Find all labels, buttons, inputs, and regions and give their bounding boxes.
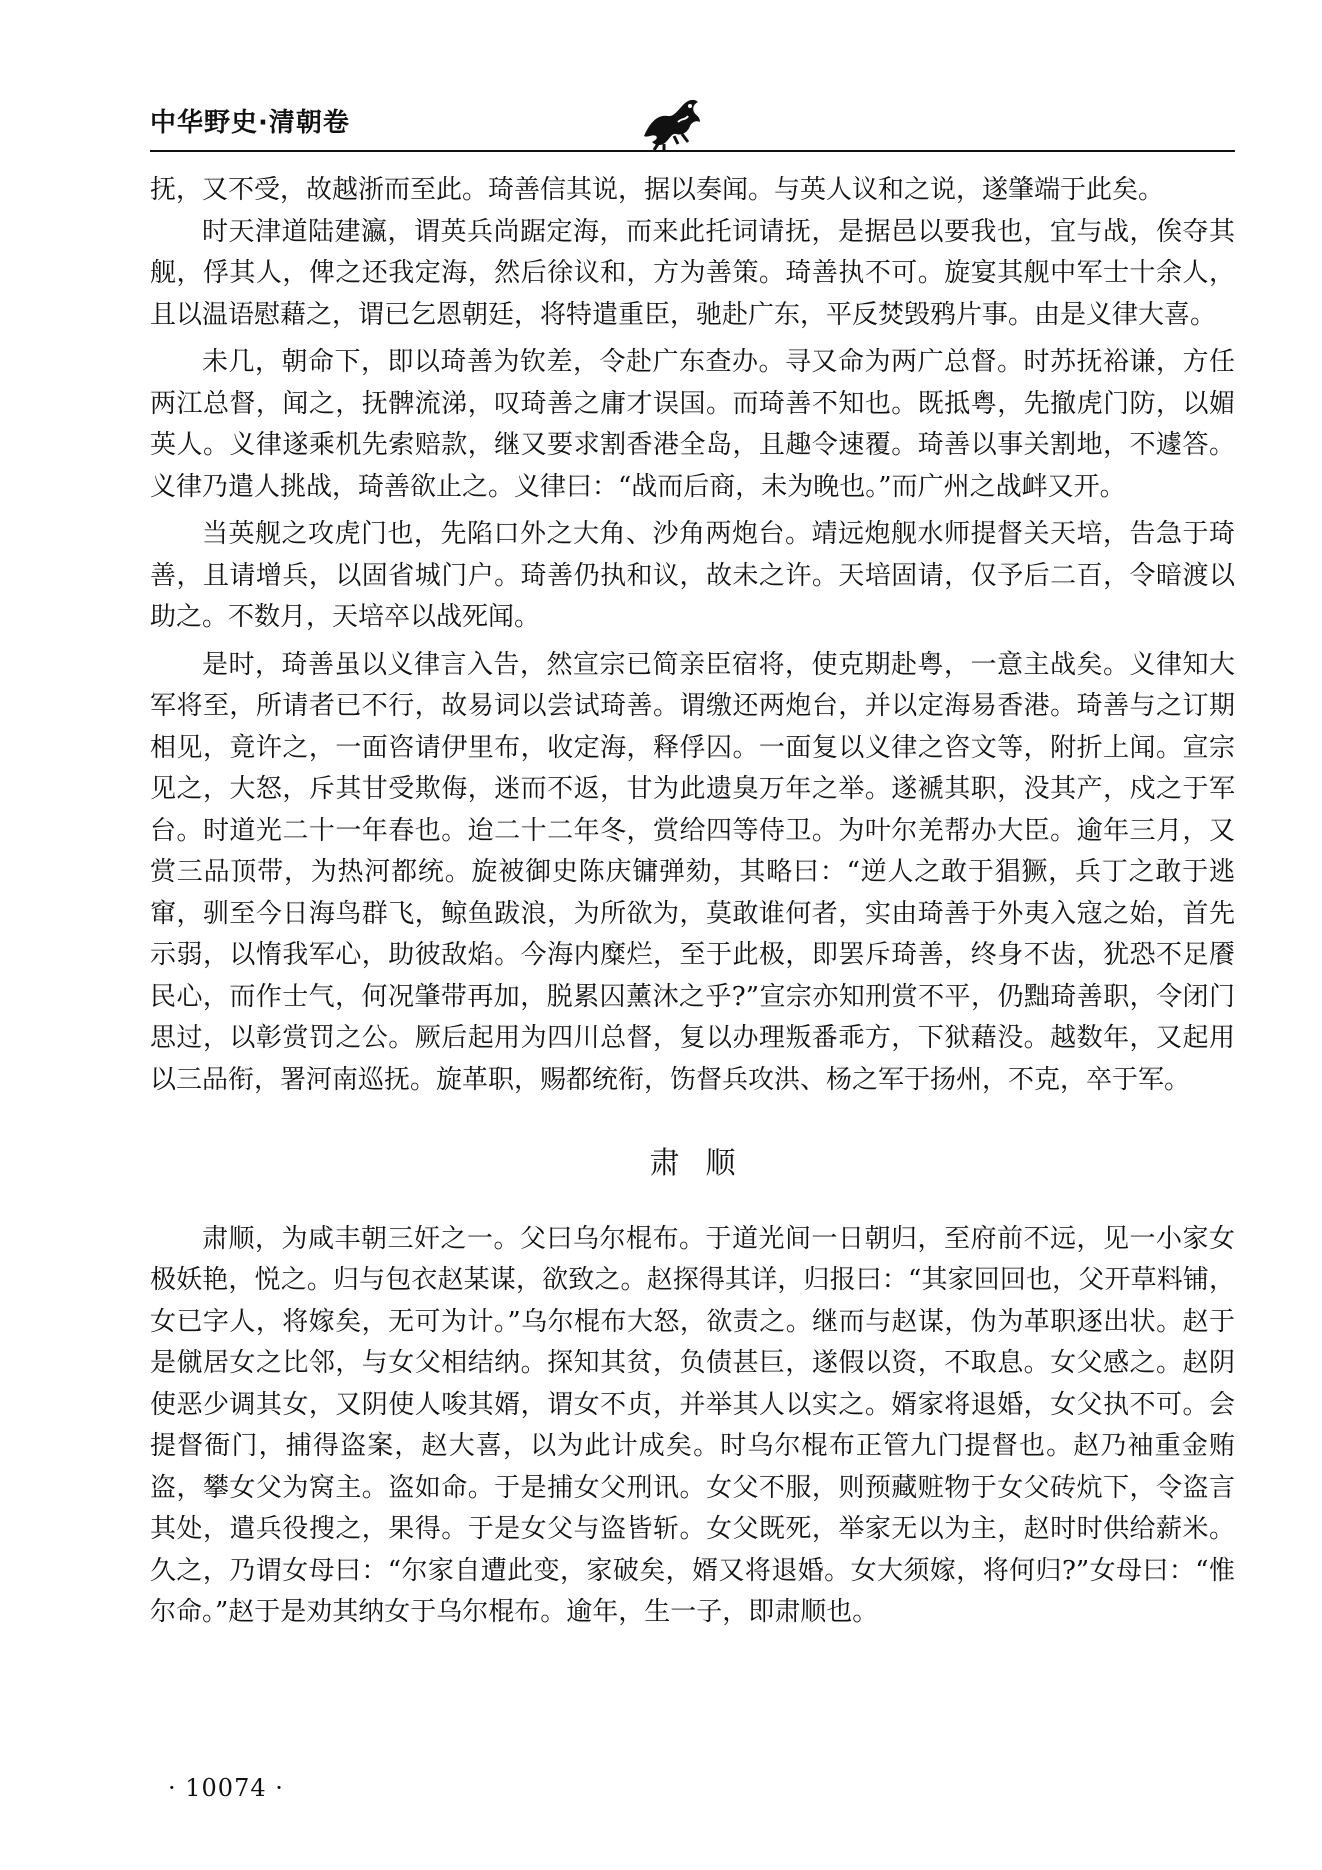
paragraph: 未几，朝命下，即以琦善为钦差，令赴广东查办。寻又命为两广总督。时苏抚裕谦，方任两江总督，闻之，抚髀流涕，叹琦善之庸才误国。而琦善不知也。既抵粤，先撤虎门防，以媚英人。义律遂乘机先索赔款，继又要求割香港全岛，且趣令速覆。琦善以事关割地，不遽答。义律乃遣人挑战，琦善欲止之。义律曰：“战而后商，未为晚也。”而广州之战衅又开。 <box>150 347 1235 502</box>
page-number: · 10074 · <box>168 1774 284 1802</box>
section-title: 肃顺 <box>649 1146 762 1181</box>
paragraph: 是时，琦善虽以义律言入告，然宣宗已简亲臣宿将，使克期赴粤，一意主战矣。义律知大军将至，所请者已不行，故易词以尝试琦善。谓缴还两炮台，并以定海易香港。琦善与之订期相见，竟许之，一面咨请伊里布，收定海，释俘囚。一面复以义律之咨文等，附折上闻。宣宗见之，大怒，斥其甘受欺侮，迷而不返，甘为此遗臭万年之举。遂褫其职，没其产，戍之于军台。时道光二十一年春也。迨二十二年冬，赏给四等侍卫。为叶尔羌帮办大臣。逾年三月，又赏三品顶带，为热河都统。旋被御史陈庆镛弹劾，其略曰：“逆人之敢于猖獗，兵丁之敢于逃窜，驯至今日海鸟群飞，鲸鱼跋浪，为所欲为，莫敢谁何者，实由琦善于外夷入寇之始，首先示弱，以惰我军心，助彼敌焰。今海内糜烂，至于此极，即罢斥琦善，终身不齿，犹恐不足餍民心，而作士气，何况肇带再加，脱累囚薰沐之乎?”宣宗亦知刑赏不平，仍黜琦善职，令闭门思过，以彰赏罚之公。厥后起用为四川总督，复以办理叛番乖方，下狱藉没。越数年，又起用以三品衔，署河南巡抚。旋革职，赐都统衔，饬督兵攻洪、杨之军于扬州，不克，卒于军。 <box>150 649 1235 1095</box>
paragraph: 肃顺，为咸丰朝三奸之一。父曰乌尔棍布。于道光间一日朝归，至府前不远，见一小家女极妖艳，悦之。归与包衣赵某谋，欲致之。赵探得其详，归报曰：“其家回回也，父开草料铺，女已字人，将嫁矣，无可为计。”乌尔棍布大怒，欲责之。继而与赵谋，伪为革职逐出状。赵于是僦居女之比邻，与女父相结纳。探知其贫，负债甚巨，遂假以资，不取息。女父感之。赵阴使恶少调其女，又阴使人唆其婿，谓女不贞，并举其人以实之。婿家将退婚，女父执不可。会提督衙门，捕得盗案，赵大喜，以为此计成矣。时乌尔棍布正管九门提督也。赵乃袖重金贿盗，攀女父为窝主。盗如命。于是捕女父刑讯。女父不服，则预藏赃物于女父砖炕下，令盗言其处，遣兵役搜之，果得。于是女父与盗皆斩。女父既死，举家无以为主，赵时时供给薪米。久之，乃谓女母曰：“尔家自遭此变，家破矣，婿又将退婚。女大须嫁，将何归?”女母曰：“惟尔命。”赵于是劝其纳女于乌尔棍布。逾年，生一子，即肃顺也。 <box>150 1223 1235 1627</box>
paragraph: 当英舰之攻虎门也，先陷口外之大角、沙角两炮台。靖远炮舰水师提督关天培，告急于琦善，且请增兵，以固省城门户。琦善仍执和议，故未之许。天培固请，仅予后二百，令暗渡以助之。不数月，天培卒以战死闻。 <box>150 519 1235 632</box>
paragraph: 抚，又不受，故越浙而至此。琦善信其说，据以奏闻。与英人议和之说，遂肇端于此矣。 <box>150 175 1165 205</box>
header-divider <box>150 150 1235 152</box>
dragon-emblem-icon <box>638 92 704 152</box>
document-body <box>150 170 1235 1634</box>
page-header <box>150 92 1235 154</box>
book-title: 中华野史·清朝卷 <box>150 108 350 138</box>
paragraph: 时天津道陆建瀛，谓英兵尚踞定海，而来此托词请抚，是据邑以要我也，宜与战，俟夺其舰，俘其人，俾之还我定海，然后徐议和，方为善策。琦善执不可。旋宴其舰中军士十余人，且以温语慰藉之，谓已乞恩朝廷，将特遣重臣，驰赴广东，平反焚毁鸦片事。由是义律大喜。 <box>150 216 1235 330</box>
